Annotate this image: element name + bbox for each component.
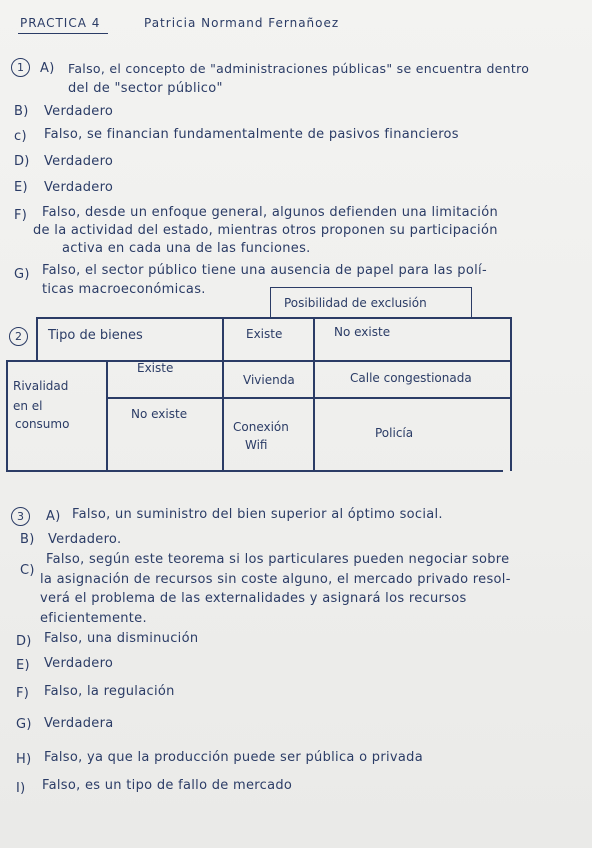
- author-name: Patricia Normand Fernañoez: [144, 16, 340, 30]
- q3-c-line-3: verá el problema de las externalidades y asignará los recursos: [40, 591, 467, 606]
- q3-c-line-4: eficientemente.: [40, 611, 147, 626]
- q1-g-letter: G): [14, 267, 30, 282]
- table-col-divider-1: [222, 317, 224, 470]
- q1-g-line-1: Falso, el sector público tiene una ausencia de papel para las polí-: [42, 263, 487, 278]
- q3-c-line-1: Falso, según este teorema si los particulares pueden negociar sobre: [46, 552, 510, 567]
- table-bottom-border: [6, 470, 503, 472]
- table-right-border: [510, 317, 512, 471]
- q1-f-letter: F): [14, 208, 28, 223]
- q1-d-letter: D): [14, 154, 30, 169]
- table-row-label-divider: [106, 360, 108, 470]
- q3-c-line-2: la asignación de recursos sin coste alguno, el mercado privado resol-: [40, 572, 511, 587]
- q1-a-letter: A): [40, 61, 55, 76]
- q3-i-letter: I): [16, 781, 26, 796]
- q1-g-line-2: ticas macroeconómicas.: [42, 282, 206, 297]
- q1-f-line-3: activa en cada una de las funciones.: [62, 241, 311, 256]
- q1-e-letter: E): [14, 180, 28, 195]
- cell-conexion-line-1: Conexión: [233, 420, 289, 434]
- q1-c-line-1: Falso, se financian fundamentalmente de pasivos financieros: [44, 127, 459, 142]
- q3-a-letter: A): [46, 509, 61, 524]
- q3-f-line-1: Falso, la regulación: [44, 684, 175, 699]
- q1-e-line-1: Verdadero: [44, 180, 114, 195]
- q1-b-letter: B): [14, 104, 29, 119]
- row-no-existe-label: No existe: [131, 407, 188, 421]
- exclusion-header-label: Posibilidad de exclusión: [284, 296, 427, 310]
- rivalidad-label-line-3: consumo: [15, 417, 70, 431]
- q3-h-line-1: Falso, ya que la producción puede ser pública o privada: [44, 750, 423, 765]
- q3-e-letter: E): [16, 658, 30, 673]
- q3-h-letter: H): [16, 752, 32, 767]
- q1-d-line-1: Verdadero: [44, 154, 114, 169]
- q3-b-line-1: Verdadero.: [48, 532, 122, 547]
- cell-vivienda: Vivienda: [243, 373, 295, 387]
- question-2-number: 2: [9, 327, 28, 346]
- question-3-number: 3: [11, 507, 30, 526]
- table-left-border-top: [36, 317, 38, 360]
- q3-d-letter: D): [16, 634, 32, 649]
- table-row-divider-2: [106, 397, 511, 399]
- question-1-number: 1: [11, 58, 30, 77]
- cell-conexion-line-2: Wifi: [245, 438, 268, 452]
- q3-a-line-1: Falso, un suministro del bien superior al óptimo social.: [72, 507, 443, 522]
- q3-g-letter: G): [16, 717, 32, 732]
- cell-calle-congestionada: Calle congestionada: [350, 371, 472, 385]
- rivalidad-label-line-1: Rivalidad: [13, 379, 69, 393]
- q1-a-line-2: del de "sector público": [68, 81, 223, 96]
- q1-a-line-1: Falso, el concepto de "administraciones públicas" se encuentra dentro: [68, 61, 530, 76]
- q3-c-letter: C): [20, 563, 35, 578]
- q3-g-line-1: Verdadera: [44, 716, 114, 731]
- q1-c-letter: c): [14, 129, 27, 144]
- cell-policia: Policía: [375, 426, 414, 440]
- table-top-border: [36, 317, 511, 319]
- title-underline: [18, 33, 108, 34]
- q1-f-line-2: de la actividad del estado, mientras otros proponen su participación: [33, 223, 498, 238]
- q3-e-line-1: Verdadero: [44, 656, 114, 671]
- page-title: PRACTICA 4: [20, 16, 101, 30]
- q1-f-line-1: Falso, desde un enfoque general, algunos defienden una limitación: [42, 205, 498, 220]
- col-existe-label: Existe: [246, 327, 283, 341]
- q3-i-line-1: Falso, es un tipo de fallo de mercado: [42, 778, 293, 793]
- q3-b-letter: B): [20, 532, 35, 547]
- table-left-border: [6, 360, 8, 470]
- q1-b-line-1: Verdadero: [44, 104, 114, 119]
- table-row-divider-1: [6, 360, 511, 362]
- tipo-de-bienes-label: Tipo de bienes: [48, 328, 143, 343]
- col-no-existe-label: No existe: [334, 325, 391, 339]
- row-existe-label: Existe: [137, 361, 174, 375]
- q3-d-line-1: Falso, una disminución: [44, 631, 199, 646]
- q3-f-letter: F): [16, 686, 30, 701]
- table-col-divider-2: [313, 317, 315, 470]
- rivalidad-label-line-2: en el: [13, 399, 43, 413]
